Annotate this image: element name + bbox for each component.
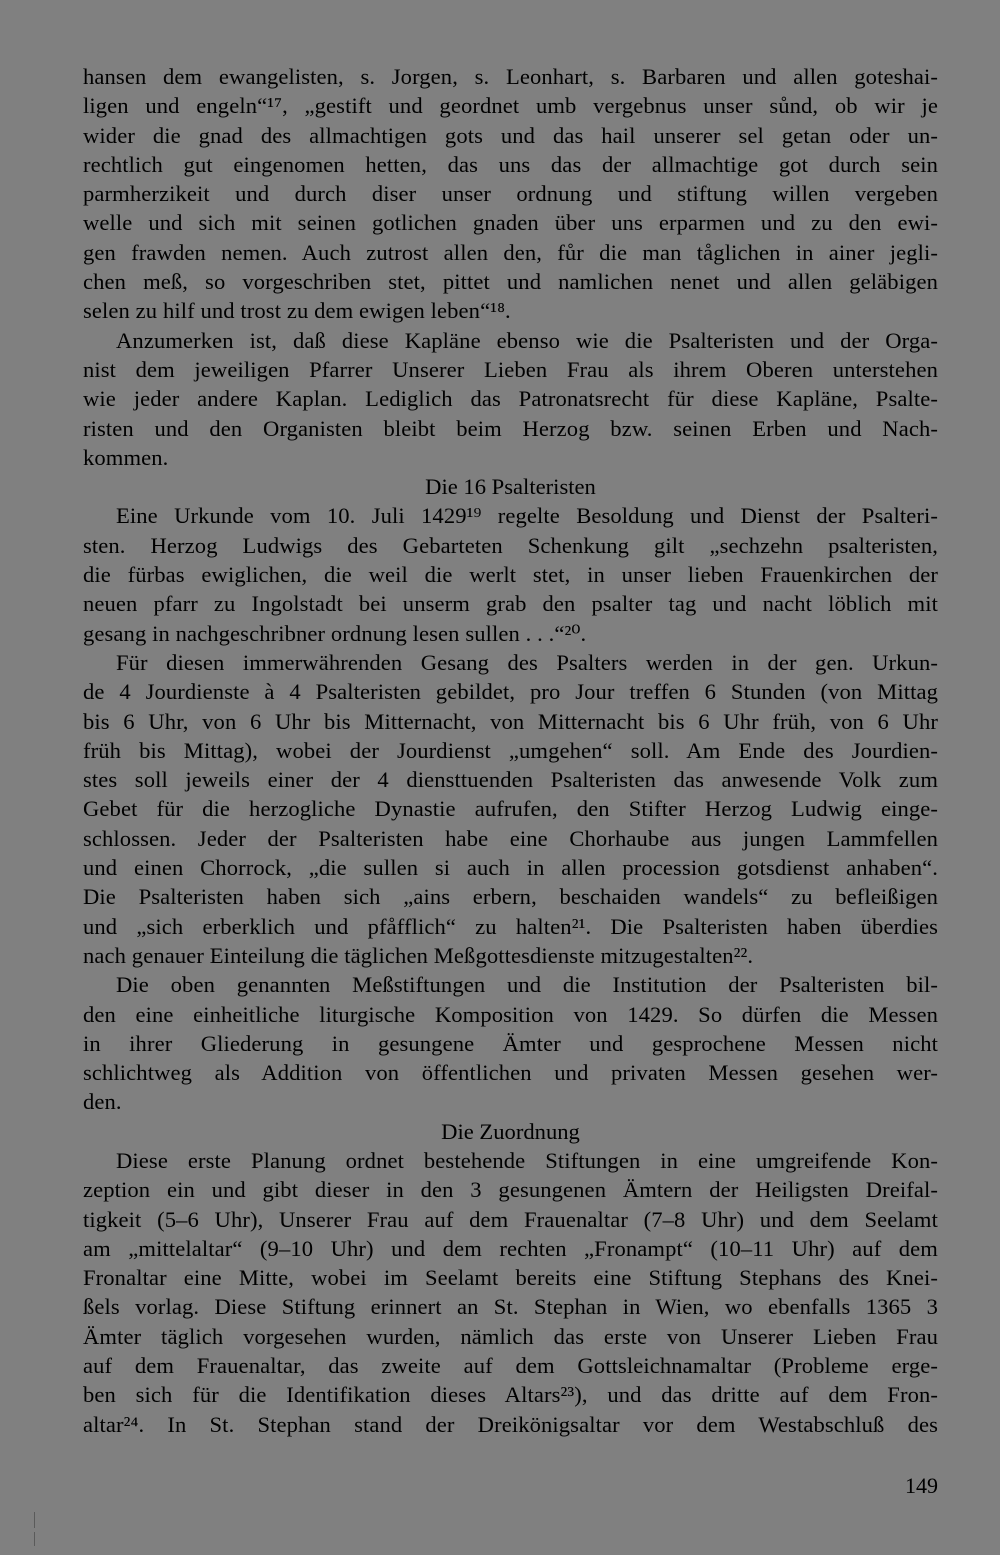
- text-line: schlichtweg als Addition von öffentlichen und privaten Messen gesehen wer-: [83, 1060, 938, 1086]
- text-line: nach genauer Einteilung die täglichen Meßgottesdienste mitzugestalten²².: [83, 942, 754, 968]
- text-line: Die Psalteristen haben sich „ains erbern, beschaiden wandels“ zu befleißigen: [83, 884, 938, 910]
- page-number: 149: [905, 1473, 938, 1498]
- text-line: tigkeit (5–6 Uhr), Unserer Frau auf dem Frauenaltar (7–8 Uhr) und dem Seelamt: [83, 1206, 938, 1232]
- text-line: schlossen. Jeder der Psalteristen habe eine Chorhaube aus jungen Lammfellen: [83, 825, 938, 851]
- section-heading: Die 16 Psalteristen: [425, 474, 596, 500]
- text-line: Gebet für die herzogliche Dynastie aufrufen, den Stifter Herzog Ludwig einge-: [83, 796, 938, 822]
- text-line: selen zu hilf und trost zu dem ewigen leben“¹⁸.: [83, 298, 511, 324]
- section-heading: Die Zuordnung: [441, 1118, 580, 1144]
- text-line: chen meß, so vorgeschriben stet, pittet und namlichen nenet und allen geläbigen: [83, 269, 938, 295]
- text-line: und „sich erberklich und pfåfflich“ zu halten²¹. Die Psalteristen haben überdies: [83, 913, 938, 939]
- text-line: am „mittelaltar“ (9–10 Uhr) und dem rechten „Fronampt“ (10–11 Uhr) auf dem: [83, 1235, 938, 1261]
- text-line: Eine Urkunde vom 10. Juli 1429¹⁹ regelte Besoldung und Dienst der Psalteri-: [116, 503, 938, 529]
- text-line: Die oben genannten Meßstiftungen und die Institution der Psalteristen bil-: [116, 972, 938, 998]
- text-line: Anzumerken ist, daß diese Kapläne ebenso wie die Psalteristen und der Orga-: [116, 327, 938, 353]
- text-line: gesang in nachgeschribner ordnung lesen sullen . . .“²⁰.: [83, 620, 587, 646]
- text-line: auf dem Frauenaltar, das zweite auf dem Gottsleichnamaltar (Probleme erge-: [83, 1353, 938, 1379]
- text-line: früh bis Mittag), wobei der Jourdienst „umgehen“ soll. Am Ende des Jourdien-: [83, 737, 938, 763]
- text-line: wider die gnad des allmachtigen gots und das hail unserer sel getan oder un-: [83, 122, 938, 148]
- text-line: ligen und engeln“¹⁷, „gestift und geordnet umb vergebnus unser sůnd, ob wir je: [83, 93, 938, 119]
- text-line: gen frawden nemen. Auch zutrost allen den, fůr die man tåglichen in ainer jegli-: [83, 239, 938, 265]
- text-line: parmherzikeit und durch diser unser ordnung und stiftung willen vergeben: [83, 181, 938, 207]
- text-page: [83, 62, 938, 1439]
- text-line: ben sich für die Identifikation dieses Altars²³), und das dritte auf dem Fron-: [83, 1382, 938, 1408]
- text-line: sten. Herzog Ludwigs des Gebarteten Schenkung gilt „sechzehn psalteristen,: [83, 532, 938, 558]
- text-line: den eine einheitliche liturgische Komposition von 1429. So dürfen die Messen: [83, 1001, 938, 1027]
- text-line: nist dem jeweiligen Pfarrer Unserer Lieben Frau als ihrem Oberen unterstehen: [83, 356, 938, 382]
- text-line: wie jeder andere Kaplan. Lediglich das Patronatsrecht für diese Kapläne, Psalte-: [83, 386, 938, 412]
- scan-edge-mark: [34, 1532, 35, 1546]
- text-line: stes soll jeweils einer der 4 diensttuenden Psalteristen das anwesende Volk zum: [83, 767, 938, 793]
- text-line: risten und den Organisten bleibt beim Herzog bzw. seinen Erben und Nach-: [83, 415, 938, 441]
- text-line: kommen.: [83, 444, 169, 470]
- text-line: Diese erste Planung ordnet bestehende Stiftungen in eine umgreifende Kon-: [116, 1147, 938, 1173]
- text-line: rechtlich gut eingenomen hetten, das uns das der allmachtige got durch sein: [83, 151, 938, 177]
- text-line: bis 6 Uhr, von 6 Uhr bis Mitternacht, von Mitternacht bis 6 Uhr früh, von 6 Uhr: [83, 708, 938, 734]
- text-line: de 4 Jourdienste à 4 Psalteristen gebildet, pro Jour treffen 6 Stunden (von Mittag: [83, 679, 938, 705]
- text-line: Fronaltar eine Mitte, wobei im Seelamt bereits eine Stiftung Stephans des Knei-: [83, 1265, 938, 1291]
- text-line: in ihrer Gliederung in gesungene Ämter und gesprochene Messen nicht: [83, 1030, 938, 1056]
- text-line: Für diesen immerwährenden Gesang des Psalters werden in der gen. Urkun-: [116, 649, 938, 675]
- text-line: den.: [83, 1089, 122, 1115]
- text-line: welle und sich mit seinen gotlichen gnaden über uns erparmen und zu den ewi-: [83, 210, 938, 236]
- text-line: ßels vorlag. Diese Stiftung erinnert an St. Stephan in Wien, wo ebenfalls 1365 3: [83, 1294, 938, 1320]
- text-line: altar²⁴. In St. Stephan stand der Dreikönigsaltar vor dem Westabschluß des: [83, 1411, 938, 1437]
- scan-edge-mark: [34, 1512, 35, 1528]
- text-line: neuen pfarr zu Ingolstadt bei unserm grab den psalter tag und nacht löblich mit: [83, 591, 938, 617]
- text-line: Ämter täglich vorgesehen wurden, nämlich das erste von Unserer Lieben Frau: [83, 1323, 938, 1349]
- text-line: zeption ein und gibt dieser in den 3 gesungenen Ämtern der Heiligsten Dreifal-: [83, 1177, 938, 1203]
- text-line: hansen dem ewangelisten, s. Jorgen, s. Leonhart, s. Barbaren und allen goteshai-: [83, 64, 938, 89]
- text-line: und einen Chorrock, „die sullen si auch in allen procession gotsdienst anhaben“.: [83, 855, 938, 881]
- text-line: die fürbas ewiglichen, die weil die werlt stet, in unser lieben Frauenkirchen der: [83, 562, 938, 588]
